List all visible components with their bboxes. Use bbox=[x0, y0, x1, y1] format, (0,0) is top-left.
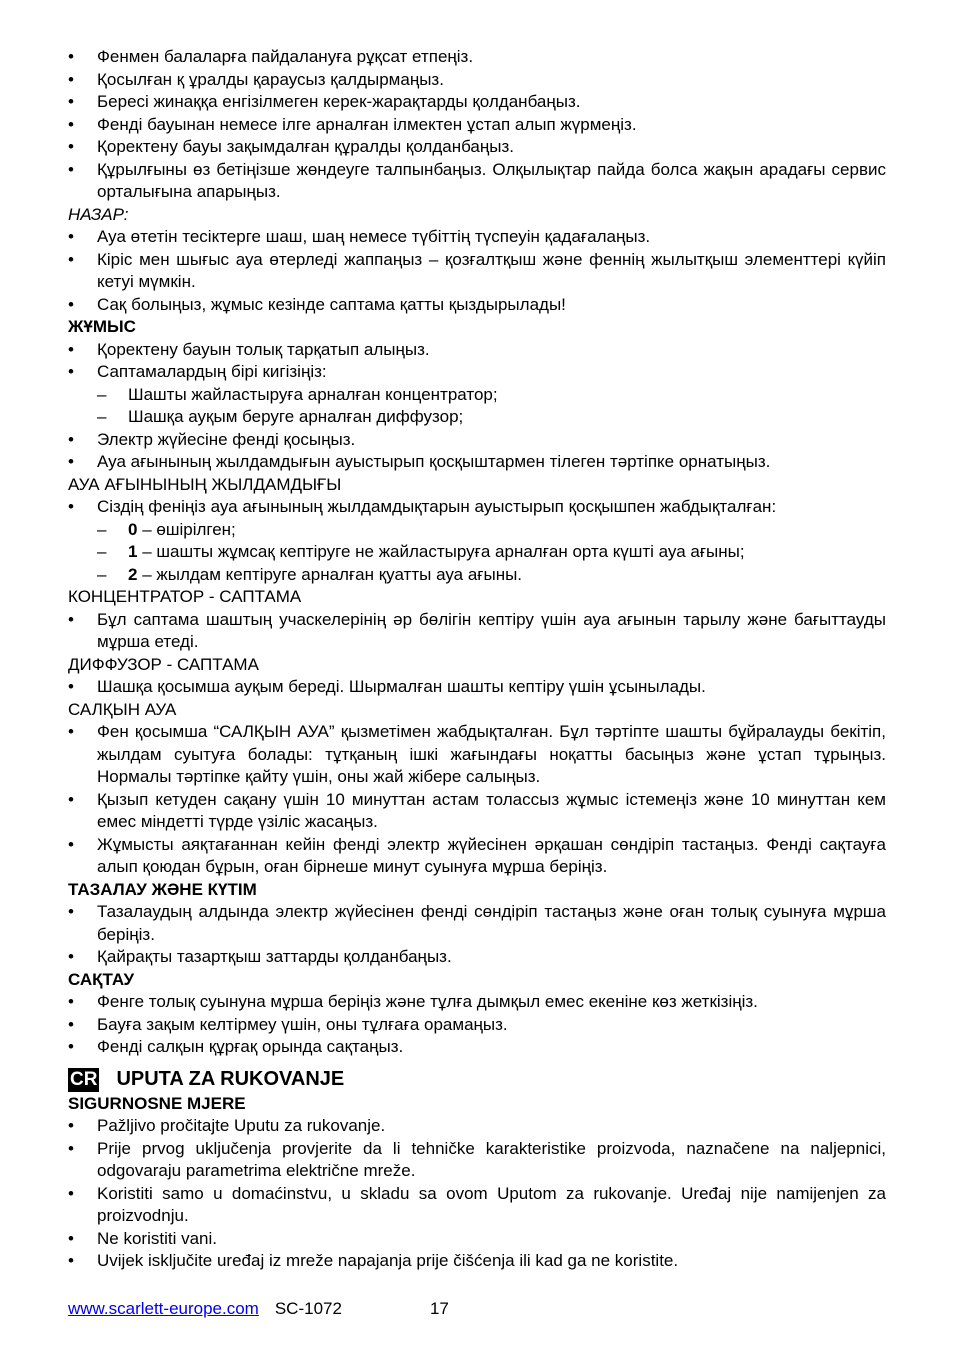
section-heading-safety: SIGURNOSNE MJERE bbox=[68, 1093, 246, 1113]
speed-key: 2 bbox=[128, 564, 138, 584]
sub-list-item bbox=[68, 406, 886, 429]
sub-item-text: – өшірілген; bbox=[137, 519, 236, 539]
list-item: • Кіріс мен шығыс ауа өтерледі жаппаңыз – қозғалтқыш және феннің жылытқыш элементтері күйіп кетуі мүмкін. bbox=[68, 249, 886, 294]
sub-item-text: Шашқа ауқым беруге арналған диффузор; bbox=[128, 407, 464, 426]
list-item: • Тазалаудың алдында электр жүйесінен фенді сөндіріп тастаңыз және оған толық суынуға мұрша беріңіз. bbox=[68, 901, 886, 946]
list-item: • Prije prvog uključenja provjerite da li tehničke karakteristike proizvoda, naznačene na naljepnici, odgovaraju parametrima električne mreže. bbox=[68, 1138, 886, 1183]
list-item: • Фенді бауынан немесе ілге арналған ілмектен ұстап алып жүрмеңіз. bbox=[68, 114, 886, 137]
list-item: • Фенді салқын құрғақ орында сақтаңыз. bbox=[68, 1036, 886, 1059]
dash-marker: – bbox=[97, 407, 107, 426]
list-item: • Ne koristiti vani. bbox=[68, 1228, 886, 1251]
dash-marker: – bbox=[97, 519, 107, 539]
dash-marker: – bbox=[97, 384, 107, 404]
list-item: • Қайрақты тазартқыш заттарды қолданбаңыз. bbox=[68, 946, 886, 969]
section-heading-airflow: АУА АҒЫНЫНЫҢ ЖЫЛДАМДЫҒЫ bbox=[68, 474, 342, 494]
dash-marker: – bbox=[97, 564, 107, 584]
speed-key: 1 bbox=[128, 542, 138, 561]
model-number: SC-1072 bbox=[274, 1299, 342, 1318]
list-item: • Қоректену бауын толық тарқатып алыңыз. bbox=[68, 339, 886, 362]
section-heading-concentrator: КОНЦЕНТРАТОР - САПТАМА bbox=[68, 587, 302, 606]
list-item: • Ауа өтетін тесіктерге шаш, шаң немесе түбіттің түспеуін қадағалаңыз. bbox=[68, 226, 886, 249]
list-item: • Бауға зақым келтірмеу үшін, оны тұлғаға орамаңыз. bbox=[68, 1014, 886, 1037]
list-item: • Uvijek isključite uređaj iz mreže napajanja prije čišćenja ili kad ga ne koristite. bbox=[68, 1250, 886, 1273]
list-item: • Фенмен балаларға пайдалануға рұқсат етпеңіз. bbox=[68, 46, 886, 69]
sub-item-text: Шашты жайластыруға арналған концентратор; bbox=[128, 384, 498, 404]
list-item: • Шашқа қосымша ауқым береді. Шырмалған шашты кептіру үшін ұсынылады. bbox=[68, 676, 886, 699]
website-link[interactable]: www.scarlett-europe.com bbox=[68, 1299, 259, 1318]
language-section-header bbox=[68, 1067, 886, 1093]
sub-list-item bbox=[68, 384, 886, 407]
section-heading-work: ЖҰМЫС bbox=[68, 317, 136, 336]
attention-label: НАЗАР: bbox=[68, 204, 129, 224]
section-heading-cleaning: ТАЗАЛАУ ЖӘНЕ КҮТІМ bbox=[68, 879, 257, 899]
bullet-list-general bbox=[68, 46, 886, 204]
language-badge: CR bbox=[70, 1068, 98, 1090]
list-item: • Koristiti samo u domaćinstvu, u skladu sa ovom Uputom za rukovanje. Uređaj nije namijenjen za proizvodnju. bbox=[68, 1183, 886, 1228]
sub-list-item bbox=[68, 519, 886, 542]
list-item: • Фен қосымша “САЛҚЫН АУА” қызметімен жабдықталған. Бұл тәртіпте шашты бұйралауды бекітіп, жылдам суытуға болады: тұтқаның ішкі жағындағы ноқатты басыңыз және ұстап тұрыңыз. Нормалы тәртіпке қайту үшін, оны жай жібере салыңыз. bbox=[68, 721, 886, 789]
list-item: • Бересі жинаққа енгізілмеген керек-жарақтарды қолданбаңыз. bbox=[68, 91, 886, 114]
list-item: • Фенге толық суынуна мұрша беріңіз және тұлға дымқыл емес екеніне көз жеткізіңіз. bbox=[68, 991, 886, 1014]
list-item: • Ауа ағынының жылдамдығын ауыстырып қосқыштармен тілеген тәртіпке орнатыңыз. bbox=[68, 451, 886, 474]
speed-key: 0 bbox=[128, 519, 138, 539]
bullet-list-attention bbox=[68, 226, 886, 316]
document-page bbox=[68, 46, 886, 1273]
list-item: • Бұл саптама шаштың учаскелерінің әр бөлігін кептіру үшін ауа ағынын тарылу және бағыттауды мұрша етеді. bbox=[68, 609, 886, 654]
list-item: • Қосылған қ ұралды қараусыз қалдырмаңыз. bbox=[68, 69, 886, 92]
list-item: • Pažljivo pročitajte Uputu za rukovanje. bbox=[68, 1115, 886, 1138]
page-number: 17 bbox=[429, 1299, 449, 1318]
sub-item-text: – жылдам кептіруге арналған қуатты ауа ағыны. bbox=[137, 564, 523, 584]
sub-list-item bbox=[68, 564, 886, 587]
section-heading-storage: САҚТАУ bbox=[68, 969, 135, 989]
list-item: • Саптамалардың бірі кигізіңіз: bbox=[68, 361, 886, 384]
dash-marker: – bbox=[97, 542, 107, 561]
page-footer bbox=[68, 1299, 449, 1319]
list-item: • Қоректену бауы зақымдалған құралды қолданбаңыз. bbox=[68, 136, 886, 159]
list-item: • Жұмысты аяқтағаннан кейін фенді электр жүйесінен әрқашан сөндіріп тастаңыз. Фенді сақтауға алып қоюдан бұрын, оған бірнеше минут суынуға мұрша беріңіз. bbox=[68, 834, 886, 879]
list-item: • Құрылғыны өз бетіңізше жөндеуге талпынбаңыз. Олқылықтар пайда болса жақын арадағы сервис орталығына апарыңыз. bbox=[68, 159, 886, 204]
section-heading-cool-air: САЛҚЫН АУА bbox=[68, 699, 177, 719]
list-item: • Сіздің феніңіз ауа ағынының жылдамдықтарын ауыстырып қосқышпен жабдықталған: bbox=[68, 496, 886, 519]
section-heading-diffuser: ДИФФУЗОР - САПТАМА bbox=[68, 654, 259, 674]
list-item: • Қызып кетуден сақану үшін 10 минуттан астам толассыз жұмыс істемеңіз және 10 минуттан кем емес міндетті түрде үзіліс жасаңыз. bbox=[68, 789, 886, 834]
sub-item-text: – шашты жұмсақ кептіруге не жайластыруға арналған орта күшті ауа ағыны; bbox=[137, 542, 745, 561]
sub-list-item bbox=[68, 541, 886, 564]
list-item: • Сақ болыңыз, жұмыс кезінде саптама қатты қыздырылады! bbox=[68, 294, 886, 317]
language-section-title: UPUTA ZA RUKOVANJE bbox=[116, 1068, 345, 1090]
list-item: • Электр жүйесіне фенді қосыңыз. bbox=[68, 429, 886, 452]
